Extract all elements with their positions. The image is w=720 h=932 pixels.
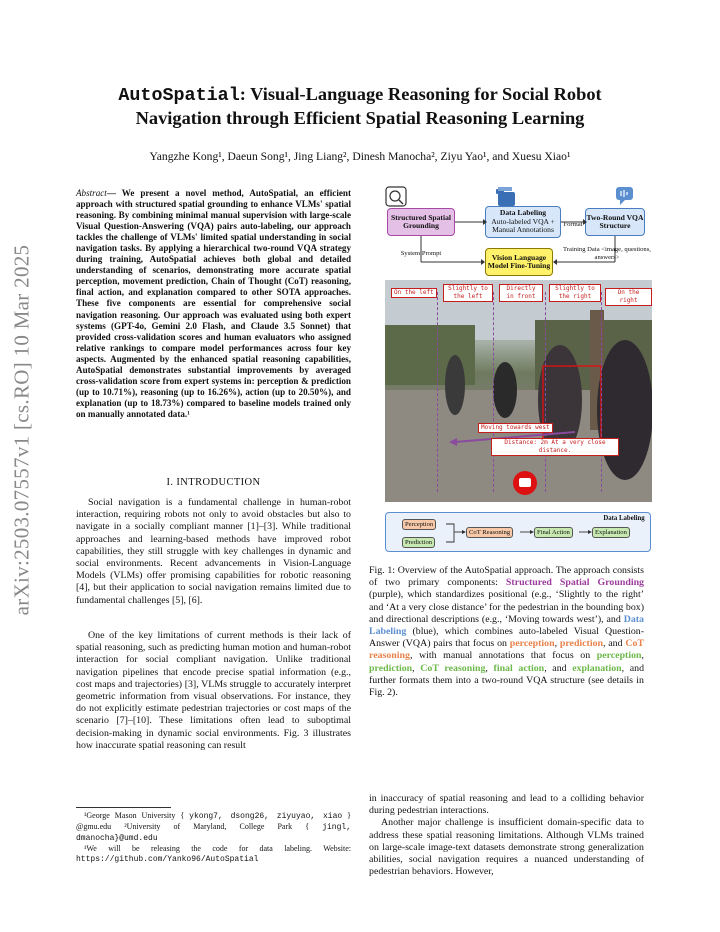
pipeline-title: Data Labeling — [603, 515, 645, 522]
code-link[interactable]: https://github.com/Yanko96/AutoSpatial — [76, 855, 259, 864]
footnote-rule — [76, 807, 171, 808]
pipeline-arrows — [386, 513, 652, 553]
data-labeling-pipeline — [385, 512, 651, 552]
structured-grounding-box: Structured Spatial Grounding — [387, 208, 455, 236]
divider-4 — [601, 292, 602, 492]
tag-directly-front: Directly in front — [499, 284, 543, 302]
final-action-box: Final Action — [534, 527, 573, 538]
explanation-box: Explanation — [592, 527, 630, 538]
paper-title — [70, 83, 650, 130]
system-prompt-label: System Prompt — [400, 250, 442, 257]
scene-photo — [385, 280, 652, 502]
divider-3 — [545, 292, 546, 492]
footnote-affiliations: ¹George Mason University { ykong7, dsong26, ziyuyao, xiao } @gmu.edu ²University of Maryland, College Park { jingl, dmanocha}@umd.edu — [76, 811, 352, 843]
figure-caption: Fig. 1: Overview of the AutoSpatial approach. The approach consists of two primary components: Structured Spatial Grounding (purple), which standardizes positional (e.g., ‘Slightly to the right’ and ‘At a very close distance’ for the pedestrian in the bounding box) and directional descriptions (e.g., ‘Moving towards west’), and Data Labeling (blue), which combines auto-labeled Visual Question-Answer (VQA) pairs that focus on perception, prediction, and CoT reasoning, with manual annotations that focus on perception, prediction, CoT reasoning, final action, and explanation, and further formats them into a two-round VQA structure (see details in Fig. 2). — [369, 565, 645, 699]
prediction-box: Prediction — [402, 537, 435, 548]
author-list: Yangzhe Kong¹, Daeun Song¹, Jing Liang², Dinesh Manocha², Ziyu Yao¹, and Xuesu Xiao¹ — [149, 150, 571, 163]
title-line1: : Visual-Language Reasoning for Social Robot — [239, 84, 602, 104]
divider-1 — [437, 292, 438, 492]
title-line2: Navigation through Efficient Spatial Reasoning Learning — [135, 108, 585, 128]
right-paragraph-1: in inaccuracy of spatial reasoning and lead to a colliding behavior during pedestrian interactions. — [369, 793, 644, 817]
training-data-label: Training Data <image, questions, answers> — [563, 246, 651, 261]
tag-slightly-right: Slightly to the right — [549, 284, 601, 302]
tag-on-the-left: On the left — [391, 288, 437, 298]
footnotes — [76, 811, 351, 865]
section-heading: I. INTRODUCTION — [166, 477, 261, 488]
right-paragraph-2: Another major challenge is insufficient domain-specific data to address these spatial reasoning limitations. Although VLMs trained on large-scale image-text datasets demonstrate strong generalization abilities, social navigation requires a nuanced understanding of pedestrian behaviors. However, — [369, 817, 644, 878]
vlm-finetuning-box: Vision Language Model Fine-Tuning — [485, 248, 553, 276]
abstract — [76, 188, 351, 420]
figure-1 — [385, 186, 653, 562]
format-label: Format — [563, 221, 583, 228]
cot-box: CoT Reasoning — [466, 527, 513, 538]
tag-distance: Distance: 2m At a very close distance. — [491, 438, 619, 456]
abstract-text: — We present a novel method, AutoSpatial, an efficient approach with structured spatial grounding to enhance VLMs' spatial reasoning. By combining minimal manual supervision with large-scale Visual Question-Answering (VQA) pairs auto-labeling, our approach tackles the challenge of VLMs' limited spatial understanding in social navigation tasks. By applying a hierarchical two-round VQA strategy during training, AutoSpatial achieves both global and detailed understanding of scenarios, demonstrating more accurate spatial perception, movement prediction, Chain of Thought (CoT) reasoning, final action, and explanation compared to other SOTA approaches. These five components are essential for comprehensive social navigation reasoning. Our approach was evaluated using both expert systems (GPT-4o, Gemini 2.0 Flash, and Claude 3.5 Sonnet) that provided cross-validation scores and human evaluators who assigned relative rankings to compare model performances across four key aspects. Augmented by the enhanced spatial reasoning capabilities, AutoSpatial demonstrates substantial improvements by averaged cross-validation score from expert systems in: perception & prediction (up to 10.71%), reasoning (up to 16.26%), action (up to 20.50%), and explanation (up to 18.73%) compared to baseline models trained only on manually annotated data.¹ — [76, 188, 351, 419]
footnote-code: ¹We will be releasing the code for data labeling. Website: https://github.com/Yanko96/AutoSpatial — [76, 844, 351, 864]
intro-paragraph-1: Social navigation is a fundamental challenge in human-robot interaction, requiring robots not only to avoid obstacles but also to navigate in a socially compliant manner [1]–[3]. While traditional approaches and learning-based methods have improved robot capabilities, they still struggle with key challenges in dynamic and social environments. Recent advancements in Vision-Language Models (VLMs) offer promising capabilities for robotic reasoning [4], but their application to social navigation remains limited due to fundamental challenges [5], [6]. — [76, 497, 351, 606]
perception-box: Perception — [402, 519, 436, 530]
title-mono: AutoSpatial — [118, 85, 240, 106]
scene-figures — [385, 280, 652, 502]
data-labeling-box: Data Labeling Auto-labeled VQA + Manual Annotations — [485, 206, 561, 238]
tag-slightly-left: Slightly to the left — [443, 284, 493, 302]
tag-moving-west: Moving towards west — [478, 423, 553, 433]
tag-on-the-right: On the right — [605, 288, 652, 306]
arxiv-side-label: arXiv:2503.07557v1 [cs.RO] 10 Mar 2025 — [9, 244, 34, 616]
right-column-text — [369, 793, 644, 878]
abstract-label: Abstract — [76, 188, 107, 198]
intro-paragraph-2: One of the key limitations of current methods is their lack of spatial reasoning, such as predicting human motion and human-robot interaction for social compliant navigation. Unlike traditional navigation pipelines that encode precise spatial information (e.g., cost maps and trajectories) [3], VLMs struggle to accurately interpret geometric information from visual observations. For instance, they do not explicitly estimate pedestrian trajectories or cost maps of the scenario [7]–[10]. These limitations often lead to suboptimal decision-making in dynamic social environments. Fig. 3 illustrates how inaccurate spatial reasoning can result — [76, 630, 351, 751]
divider-2 — [493, 292, 494, 492]
two-round-vqa-box: Two-Round VQA Structure — [585, 208, 645, 236]
